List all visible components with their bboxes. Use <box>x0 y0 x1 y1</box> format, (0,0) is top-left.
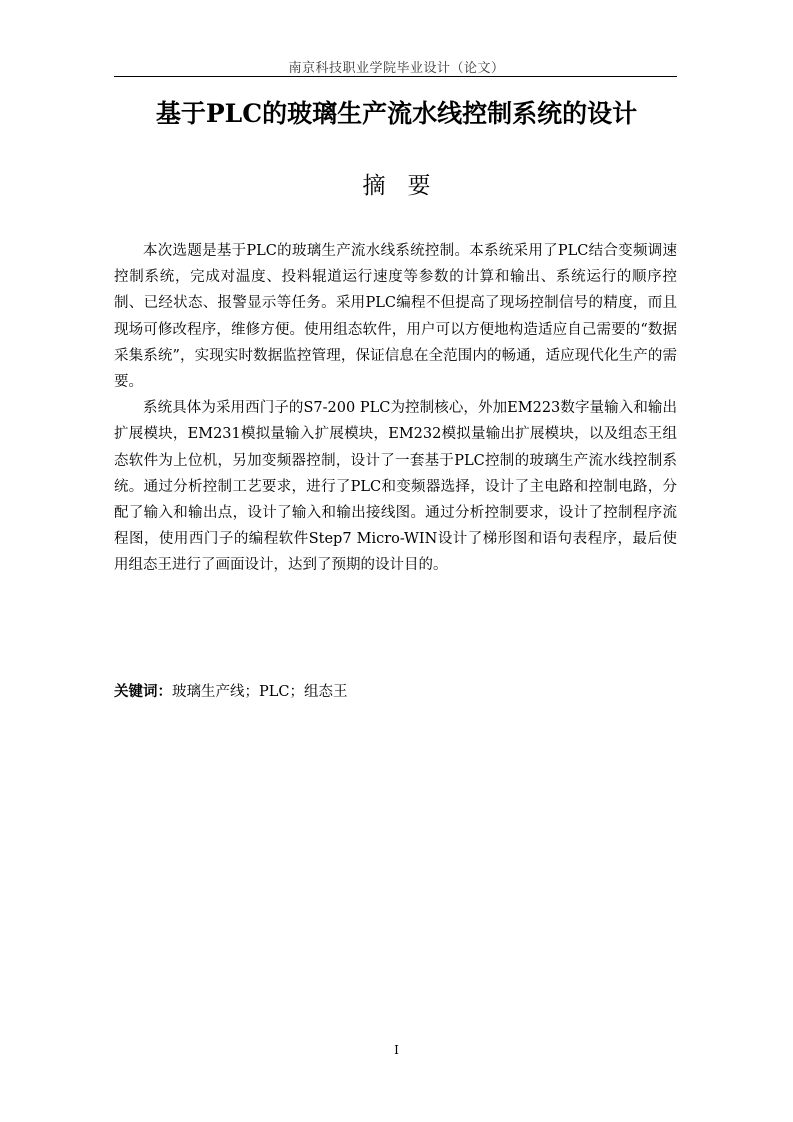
page-number: I <box>394 1043 399 1057</box>
keywords-line <box>114 680 677 704</box>
abstract-heading: 摘要 <box>362 173 453 199</box>
keywords-label: 关键词： <box>114 683 172 700</box>
keywords-value: 玻璃生产线；PLC；组态王 <box>172 684 348 700</box>
abstract-paragraph-2: 系统具体为采用西门子的S7-200 PLC为控制核心，外加EM223数字量输入和输出扩展模块，EM231模拟量输入扩展模块，EM232模拟量输出扩展模块，以及组态王组态软件为上位机，另加变频器控制，设计了一套基于PLC控制的玻璃生产流水线控制系统。通过分析控制工艺要求，进行了PLC和变频器选择，设计了主电路和控制电路，分配了输入和输出点，设计了输入和输出接线图。通过分析控制要求，设计了控制程序流程图，使用西门子的编程软件Step7 Micro-WIN设计了梯形图和语句表程序，最后使用组态王进行了画面设计，达到了预期的设计目的。 <box>114 400 677 574</box>
abstract-body <box>114 238 677 579</box>
running-header: 南京科技职业学院毕业设计（论文） <box>288 61 505 76</box>
header-divider <box>114 76 677 77</box>
abstract-paragraph-1: 本次选题是基于PLC的玻璃生产流水线系统控制。本系统采用了PLC结合变频调速控制系统，完成对温度、投料辊道运行速度等参数的计算和输出、系统运行的顺序控制、已经状态、报警显示等任务。采用PLC编程不但提高了现场控制信号的精度，而且现场可修改程序，维修方便。使用组态软件，用户可以方便地构造适应自己需要的“数据采集系统”，实现实时数据监控管理，保证信息在全范围内的畅通，适应现代化生产的需要。 <box>114 243 677 391</box>
document-title: 基于PLC的玻璃生产流水线控制系统的设计 <box>155 99 638 128</box>
